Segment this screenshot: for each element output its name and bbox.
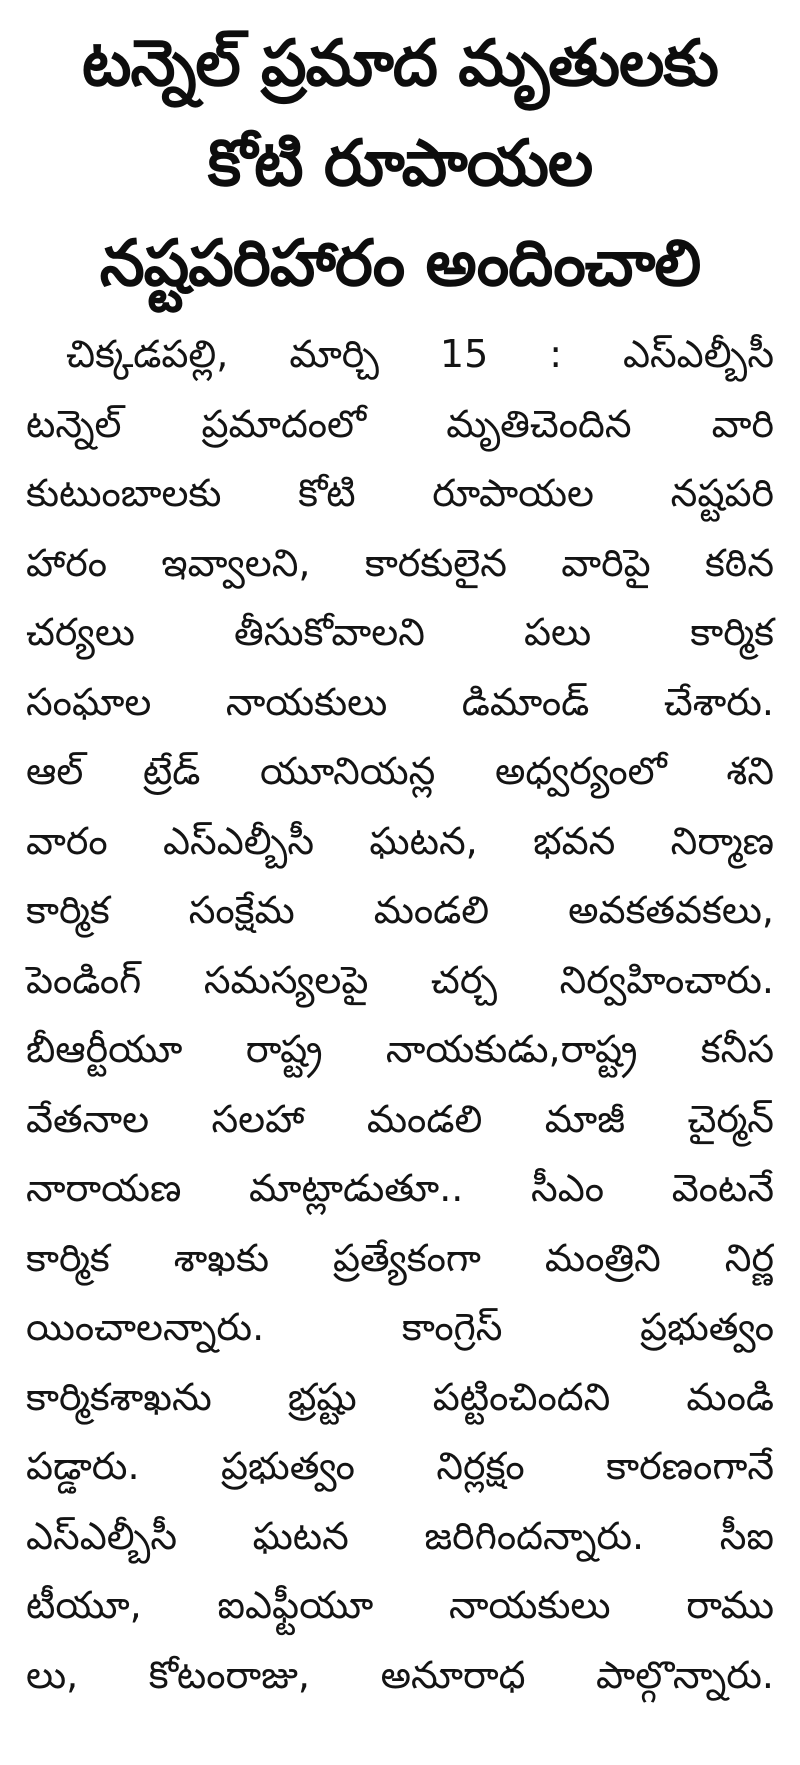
body-line-10: పెండింగ్ సమస్యలపై చర్చ నిర్వహించారు. [26, 957, 774, 1002]
body-line-11: బీఆర్టీయూ రాష్ట్ర నాయకుడు,రాష్ట్ర కనీస [26, 1027, 774, 1071]
body-line-19: టీయూ, ఐఎఫ్టీయూ నాయకులు రాము [26, 1583, 774, 1627]
headline [26, 14, 774, 314]
headline-line-1: టన్నెల్ ప్రమాద మృతులకు [82, 27, 718, 101]
body-line-3: కుటుంబాలకు కోటి రూపాయల నష్టపరి [26, 471, 774, 515]
body-line-4: హారం ఇవ్వాలని, కారకులైన వారిపై కఠిన [26, 540, 774, 585]
body-line-17: పడ్డారు. ప్రభుత్వం నిర్లక్షం కారణంగానే [26, 1444, 774, 1488]
headline-line-3: నష్టపరిహారం అందించాలి [99, 227, 701, 301]
body-line-6: సంఘాల నాయకులు డిమాండ్ చేశారు. [26, 679, 774, 724]
body-line-2: టన్నెల్ ప్రమాదంలో మృతిచెందిన వారి [26, 401, 774, 446]
body-line-8: వారం ఎస్ఎల్బీసీ ఘటన, భవన నిర్మాణ [26, 818, 774, 863]
headline-line-2: కోటి రూపాయల [207, 127, 593, 201]
body-line-15: యించాలన్నారు. కాంగ్రెస్ ప్రభుత్వం [26, 1305, 774, 1349]
body-line-20: లు, కోటంరాజు, అనూరాధ పాల్గొన్నారు. [26, 1652, 774, 1697]
article-body [26, 320, 774, 1710]
body-line-5: చర్యలు తీసుకోవాలని పలు కార్మిక [26, 610, 774, 654]
body-line-14: కార్మిక శాఖకు ప్రత్యేకంగా మంత్రిని నిర్ణ [26, 1235, 774, 1280]
body-line-9: కార్మిక సంక్షేమ మండలి అవకతవకలు, [26, 888, 774, 932]
body-line-16: కార్మికశాఖను భ్రష్టు పట్టించిందని మండి [26, 1374, 774, 1419]
body-line-12: వేతనాల సలహా మండలి మాజీ చైర్మన్ [26, 1096, 774, 1141]
body-line-18: ఎస్ఎల్బీసీ ఘటన జరిగిందన్నారు. సీఐ [26, 1513, 774, 1558]
body-line-1: చిక్కడపల్లి, మార్చి 15 : ఎస్ఎల్బీసీ [66, 332, 774, 376]
body-line-7: ఆల్ ట్రేడ్ యూనియన్ల అధ్వర్యంలో శని [26, 749, 774, 793]
body-line-13: నారాయణ మాట్లాడుతూ.. సీఎం వెంటనే [26, 1166, 774, 1210]
